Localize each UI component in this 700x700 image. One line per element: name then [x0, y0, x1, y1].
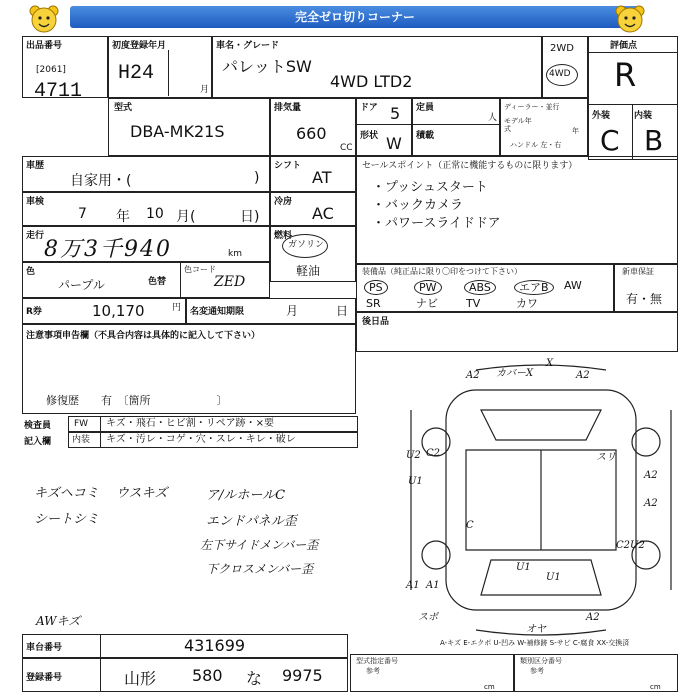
first-reg-label: 初度登録年月 [112, 41, 167, 51]
model-value: DBA-MK21S [130, 122, 225, 141]
sales-points-label: セールスポイント（正常に機能するものに限ります） [362, 161, 578, 171]
shape-label: 形状 [360, 131, 379, 141]
displacement-value: 660 [296, 124, 327, 143]
aircon-label: 冷房 [274, 197, 293, 207]
plate-kana: な [246, 669, 263, 688]
mileage-value: 8万3千940 [44, 237, 172, 262]
history-cell [22, 156, 270, 192]
interior-score: B [644, 124, 664, 157]
plate-label: 登録番号 [26, 673, 63, 683]
handwritten-note: 下クロスメンバー歪 [206, 562, 314, 576]
damage-mark: A1 [406, 580, 420, 591]
inspection-year-unit: 年 [116, 209, 130, 225]
equipment-item: ABS [464, 280, 496, 295]
handwritten-note: ア/ルホールC [206, 488, 286, 503]
damage-mark: カバーX [496, 368, 534, 379]
equipment-item: SR [366, 297, 381, 310]
drive-2wd: 2WD [550, 43, 574, 54]
inspector-row2-text: キズ・汚レ・コゲ・穴・スレ・キレ・破レ [106, 434, 296, 445]
color-code: ZED [214, 274, 246, 290]
color-number-label: 色替 [148, 277, 167, 287]
damage-mark: A1 [426, 580, 440, 591]
designated-cm: cm [484, 683, 495, 691]
mileage-unit: km [228, 249, 242, 259]
capacity-label: 定員 [416, 103, 435, 113]
damage-mark: A2 [576, 370, 590, 381]
exterior-score: C [600, 124, 620, 157]
handwritten-note: キズヘコミ [34, 486, 99, 501]
warranty-label: 新車保証 [622, 267, 654, 276]
displacement-label: 排気量 [274, 103, 302, 113]
model-label: 型式 [114, 103, 133, 113]
classification-label: 類別区分番号 [520, 657, 562, 665]
mileage-label: 走行 [26, 231, 45, 241]
car-name: パレットSW [222, 57, 312, 76]
equipment-grid [356, 276, 614, 312]
damage-mark: スポ [418, 612, 438, 623]
rating-label: 評価点 [610, 41, 638, 51]
capacity-unit: 人 [488, 113, 498, 123]
damage-mark: C2U2 [616, 540, 645, 551]
designated-label: 型式指定番号 [356, 657, 398, 665]
damage-mark: X [546, 358, 554, 369]
damage-legend: A-キズ E-エクボ U-凹み W-補修跡 S-サビ C-腐食 XX-交換済 [440, 639, 630, 647]
equipment-item: PW [414, 280, 442, 295]
name-change-label: 名変通知期限 [190, 307, 245, 317]
bear-mascot-icon [614, 4, 646, 34]
chassis-value: 431699 [184, 636, 246, 655]
lot-number: 4711 [34, 80, 83, 103]
diagram-marks [396, 350, 686, 640]
classification-ref: 参考 [530, 667, 544, 675]
designated-ref: 参考 [366, 667, 380, 675]
chassis-label: 車台番号 [26, 643, 63, 653]
damage-mark: U1 [408, 476, 423, 487]
damage-mark: スリ [596, 452, 616, 463]
header-title: 完全ゼロ切りコーナー [294, 10, 415, 24]
fuel-diesel: 軽油 [296, 264, 321, 278]
damage-mark: A2 [644, 498, 658, 509]
name-change-day: 日 [336, 304, 349, 318]
damage-mark: A2 [586, 612, 600, 623]
warranty-value: 有・無 [626, 292, 663, 306]
model-year-label: モデル年式 [504, 117, 532, 133]
rating-score: R [614, 56, 637, 94]
damage-mark: A2 [644, 470, 658, 481]
first-reg-year: H24 [118, 62, 155, 85]
equipment-item: PS [364, 280, 388, 295]
doors-label: ドア [360, 103, 378, 113]
plate-number: 9975 [282, 666, 323, 685]
inspector-label: 検査員 [24, 421, 52, 431]
damage-mark: U1 [546, 572, 561, 583]
aw-note: AWキズ [36, 614, 81, 628]
history-close: ) [254, 170, 260, 186]
load-label: 積載 [416, 131, 435, 141]
damage-mark: A2 [466, 370, 480, 381]
plate-class: 580 [192, 666, 223, 685]
model-year-unit: 年 [572, 127, 579, 135]
notes-label: 注意事項申告欄（不具合内容は具体的に記入して下さい） [26, 331, 261, 341]
equipment-item: TV [466, 297, 481, 310]
lot-label: 出品番号 [26, 41, 63, 51]
first-reg-month-unit: 月 [200, 85, 210, 95]
aircon-value: AC [312, 204, 334, 223]
damage-mark: C2 [426, 448, 441, 459]
inspector-row1-head: FW [74, 419, 89, 429]
color-label: 色 [26, 267, 36, 277]
handwritten-note: 左下サイドメンバー歪 [200, 538, 319, 552]
sales-point-item: ・パワースライドドア [372, 216, 501, 231]
fuel-gasoline: ガソリン [288, 240, 325, 250]
lot-sub-number: [2061] [36, 65, 66, 75]
fuel-label: 燃料 [274, 231, 293, 241]
car-grade: 4WD LTD2 [330, 72, 413, 91]
history-value: 自家用・( [70, 173, 132, 189]
displacement-unit: CC [340, 143, 353, 153]
damage-mark: オヤ [526, 624, 546, 635]
inspector-row1-text: キズ・飛石・ヒビ割・リペア跡・×要 [106, 418, 274, 429]
inspector-label-2: 記入欄 [24, 437, 52, 447]
inspection-day-unit: 日) [240, 209, 260, 225]
equipment-label: 装備品（純正品に限り〇印をつけて下さい） [362, 267, 522, 276]
equipment-item: ナビ [416, 297, 438, 310]
inspection-year: 7 [78, 206, 87, 222]
color-value: パープル [58, 278, 105, 292]
damage-mark: U2 [406, 450, 421, 461]
dealer-label: ディーラー・並行 [504, 103, 560, 111]
sales-point-item: ・バックカメラ [372, 198, 464, 213]
handwritten-note: エンドパネル歪 [206, 514, 297, 529]
handwritten-note: シートシミ [34, 512, 100, 527]
shift-label: シフト [274, 161, 302, 171]
recycle-unit: 円 [172, 303, 182, 313]
shape-value: W [386, 134, 402, 153]
equipment-item: カワ [516, 297, 538, 310]
inspection-month-unit: 月( [176, 209, 196, 225]
history-label: 車歴 [26, 161, 45, 171]
inspection-label: 車検 [26, 197, 45, 207]
handwritten-note: ウスキズ [116, 486, 168, 501]
sales-point-item: ・プッシュスタート [372, 180, 488, 195]
color-code-label: 色コード [184, 265, 216, 274]
equipment-item: エアB [514, 280, 554, 295]
inspection-month: 10 [146, 206, 164, 222]
recycle-value: 10,170 [92, 302, 145, 320]
doors-value: 5 [390, 104, 401, 123]
exterior-label: 外装 [592, 111, 611, 121]
plate-region: 山形 [124, 669, 157, 688]
damage-mark: C [466, 520, 474, 531]
shift-value: AT [312, 168, 332, 187]
inspector-row2-head: 内装 [72, 435, 91, 445]
car-name-label: 車名・グレード [216, 41, 280, 51]
recycle-label: R券 [26, 307, 42, 317]
rear-cell [356, 312, 678, 352]
classification-cm: cm [650, 683, 661, 691]
bear-mascot-icon [28, 4, 60, 34]
rear-label: 後日品 [362, 317, 390, 327]
equipment-item: AW [564, 279, 582, 292]
handle-label: ハンドル 左・右 [510, 141, 562, 149]
interior-label: 内装 [634, 111, 653, 121]
drive-4wd: 4WD [549, 69, 571, 79]
repair-history: 修復歴 有 〔箇所 〕 [46, 394, 228, 407]
name-change-month: 月 [286, 304, 299, 318]
damage-mark: U1 [516, 562, 531, 573]
